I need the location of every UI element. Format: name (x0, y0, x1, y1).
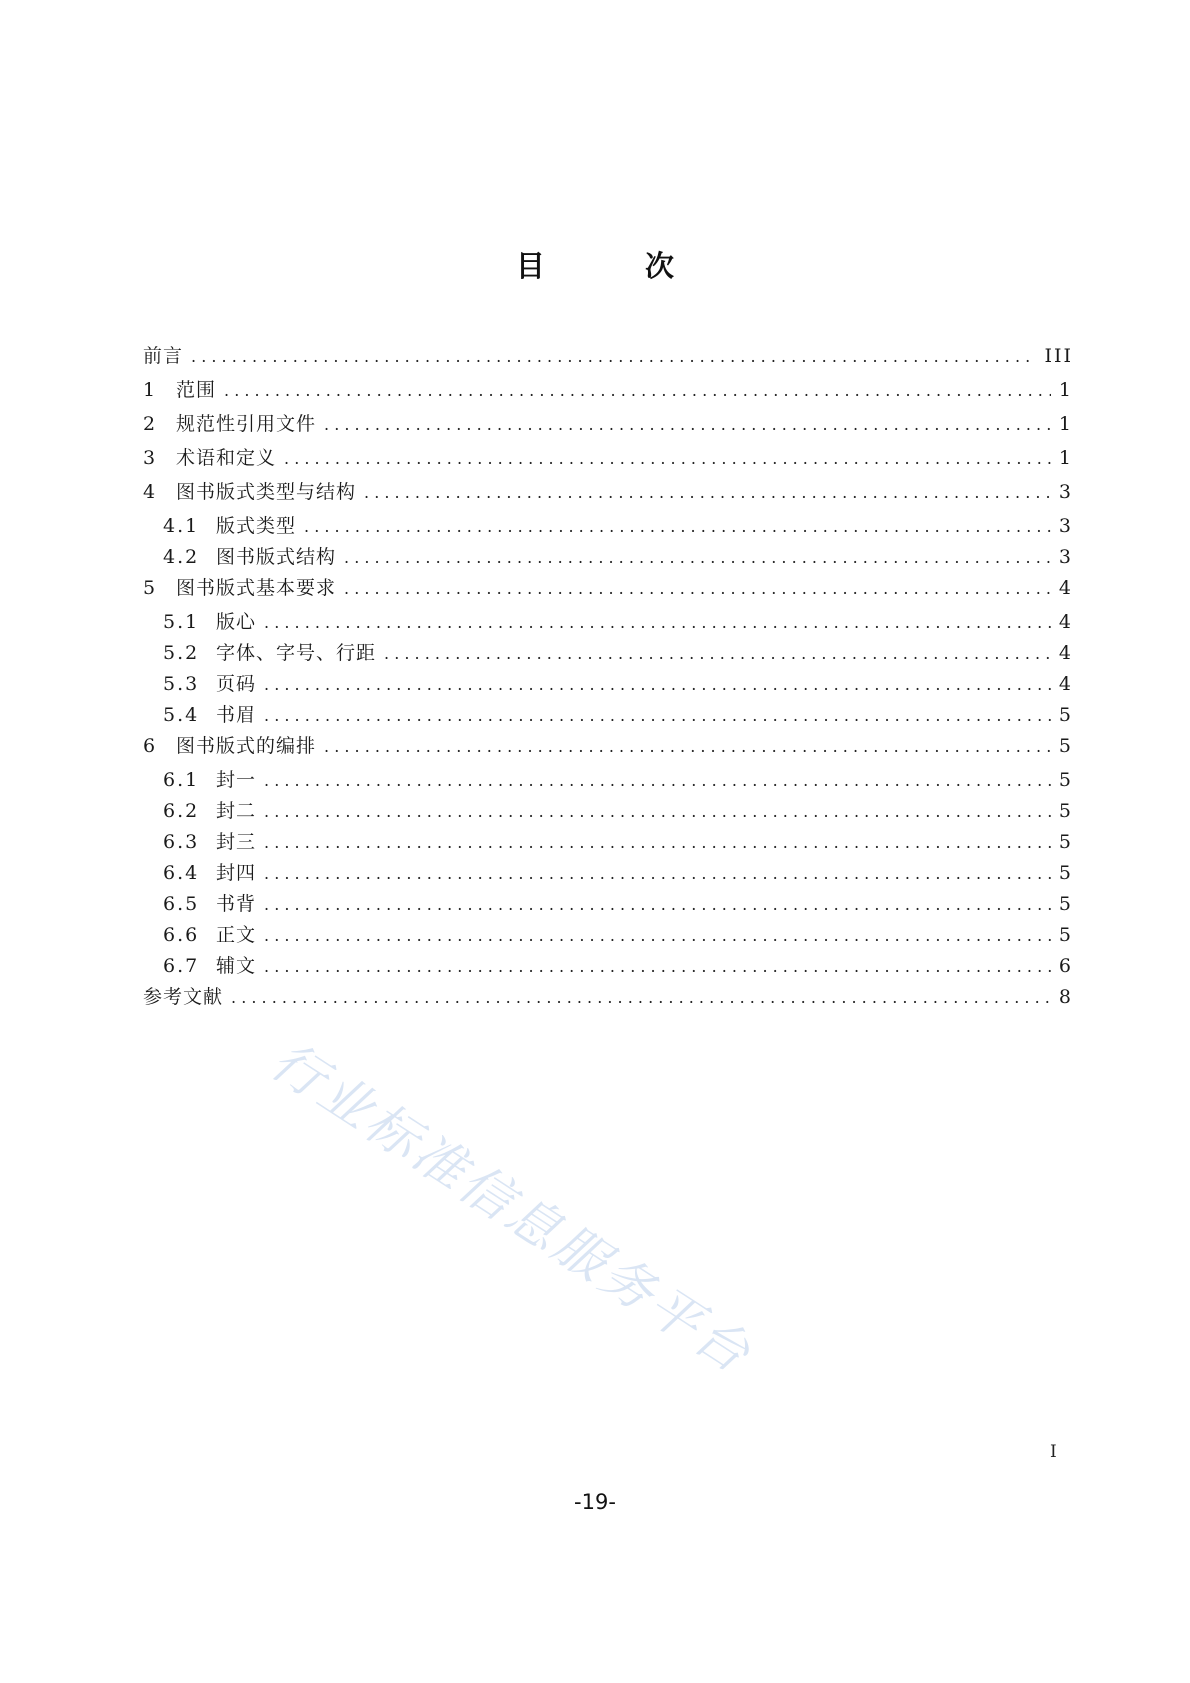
toc-dot-leader (324, 735, 1051, 759)
toc-entry-page: 5 (1058, 704, 1073, 726)
toc-dot-leader (191, 345, 1036, 369)
toc-dot-leader (264, 769, 1051, 793)
toc-entry-label: 辅文 (216, 955, 257, 977)
toc-entry[interactable] (143, 545, 1073, 576)
toc-entry-number: 4 (143, 481, 158, 503)
toc-entry-number: 5.3 (163, 673, 200, 695)
toc-entry-page: 3 (1058, 546, 1073, 568)
toc-entry[interactable] (143, 768, 1073, 799)
toc-entry-number: 1 (143, 379, 158, 401)
toc-entry[interactable] (143, 861, 1073, 892)
toc-entry-label: 书眉 (216, 704, 257, 726)
toc-entry-label: 范围 (176, 379, 217, 401)
toc-entry[interactable] (143, 954, 1073, 985)
toc-dot-leader (264, 955, 1051, 979)
toc-dot-leader (284, 447, 1051, 471)
toc-entry[interactable] (143, 830, 1073, 861)
toc-entry-number: 6 (143, 735, 158, 757)
toc-entry-number: 5 (143, 577, 158, 599)
toc-entry-label: 版式类型 (216, 515, 297, 537)
toc-entry-page: 5 (1058, 862, 1073, 884)
toc-dot-leader (264, 893, 1051, 917)
toc-entry[interactable] (143, 703, 1073, 734)
toc-entry[interactable] (143, 923, 1073, 954)
toc-dot-leader (344, 546, 1051, 570)
toc-entry-label: 封三 (216, 831, 257, 853)
toc-entry-number: 5.1 (163, 611, 200, 633)
toc-entry[interactable] (143, 576, 1073, 610)
toc-entry-label: 正文 (216, 924, 257, 946)
toc-entry-page: 4 (1058, 642, 1073, 664)
toc-entry-page: 5 (1058, 893, 1073, 915)
toc-dot-leader (264, 673, 1051, 697)
watermark: 行业标准信息服务平台 (260, 1030, 763, 1387)
toc-dot-leader (364, 481, 1051, 505)
toc-entry[interactable] (143, 985, 1073, 1019)
toc-entry-page: 6 (1058, 955, 1073, 977)
toc-dot-leader (344, 577, 1051, 601)
toc-entry-number: 4.1 (163, 515, 200, 537)
toc-entry-page: 5 (1058, 831, 1073, 853)
toc-entry-page: 4 (1058, 673, 1073, 695)
toc-entry[interactable] (143, 799, 1073, 830)
toc-entry-label: 封二 (216, 800, 257, 822)
toc-entry-label: 图书版式类型与结构 (176, 481, 357, 503)
toc-entry-page: III (1044, 345, 1073, 367)
toc-entry[interactable] (143, 344, 1073, 378)
toc-entry-number: 6.7 (163, 955, 200, 977)
toc-entry-label: 版心 (216, 611, 257, 633)
toc-dot-leader (324, 413, 1051, 437)
toc-dot-leader (264, 704, 1051, 728)
toc-entry-page: 3 (1058, 515, 1073, 537)
page-title (0, 246, 1190, 286)
toc-entry[interactable] (143, 641, 1073, 672)
toc-entry-number: 5.2 (163, 642, 200, 664)
toc-entry-page: 3 (1058, 481, 1073, 503)
toc-entry-page: 5 (1058, 924, 1073, 946)
toc-dot-leader (384, 642, 1051, 666)
toc-entry-label: 前言 (143, 345, 184, 367)
toc-entry-page: 4 (1058, 611, 1073, 633)
roman-page-number: I (1050, 1442, 1057, 1462)
toc-dot-leader (264, 800, 1051, 824)
toc-entry-page: 1 (1058, 379, 1073, 401)
toc-entry[interactable] (143, 514, 1073, 545)
toc-entry-page: 1 (1058, 413, 1073, 435)
footer-page-number: -19- (574, 1490, 616, 1514)
toc-dot-leader (264, 831, 1051, 855)
toc-entry-label: 规范性引用文件 (176, 413, 317, 435)
toc-entry-number: 6.6 (163, 924, 200, 946)
table-of-contents (143, 344, 1073, 1019)
toc-dot-leader (264, 611, 1051, 635)
toc-entry[interactable] (143, 412, 1073, 446)
toc-entry-label: 图书版式基本要求 (176, 577, 337, 599)
toc-entry[interactable] (143, 734, 1073, 768)
toc-entry-number: 6.4 (163, 862, 200, 884)
toc-entry[interactable] (143, 378, 1073, 412)
toc-entry-label: 字体、字号、行距 (216, 642, 377, 664)
toc-dot-leader (224, 379, 1051, 403)
toc-entry-page: 1 (1058, 447, 1073, 469)
toc-entry[interactable] (143, 892, 1073, 923)
toc-entry-page: 5 (1058, 800, 1073, 822)
toc-entry-number: 2 (143, 413, 158, 435)
toc-entry[interactable] (143, 480, 1073, 514)
toc-entry-label: 书背 (216, 893, 257, 915)
toc-dot-leader (264, 862, 1051, 886)
toc-entry-number: 5.4 (163, 704, 200, 726)
toc-entry-label: 图书版式的编排 (176, 735, 317, 757)
toc-entry-page: 5 (1058, 735, 1073, 757)
toc-entry-label: 图书版式结构 (216, 546, 337, 568)
toc-entry-label: 封四 (216, 862, 257, 884)
toc-entry-page: 5 (1058, 769, 1073, 791)
toc-entry[interactable] (143, 446, 1073, 480)
toc-entry-number: 3 (143, 447, 158, 469)
toc-entry-number: 4.2 (163, 546, 200, 568)
toc-entry-label: 封一 (216, 769, 257, 791)
toc-entry-label: 术语和定义 (176, 447, 277, 469)
toc-dot-leader (304, 515, 1051, 539)
title-char-2: 次 (645, 249, 675, 283)
toc-entry[interactable] (143, 610, 1073, 641)
title-char-1: 目 (515, 249, 545, 283)
toc-entry-label: 参考文献 (143, 986, 224, 1008)
toc-entry-number: 6.1 (163, 769, 200, 791)
toc-entry-page: 8 (1058, 986, 1073, 1008)
toc-dot-leader (231, 986, 1051, 1010)
toc-entry[interactable] (143, 672, 1073, 703)
toc-entry-number: 6.5 (163, 893, 200, 915)
toc-entry-label: 页码 (216, 673, 257, 695)
toc-entry-page: 4 (1058, 577, 1073, 599)
toc-dot-leader (264, 924, 1051, 948)
toc-entry-number: 6.2 (163, 800, 200, 822)
toc-entry-number: 6.3 (163, 831, 200, 853)
